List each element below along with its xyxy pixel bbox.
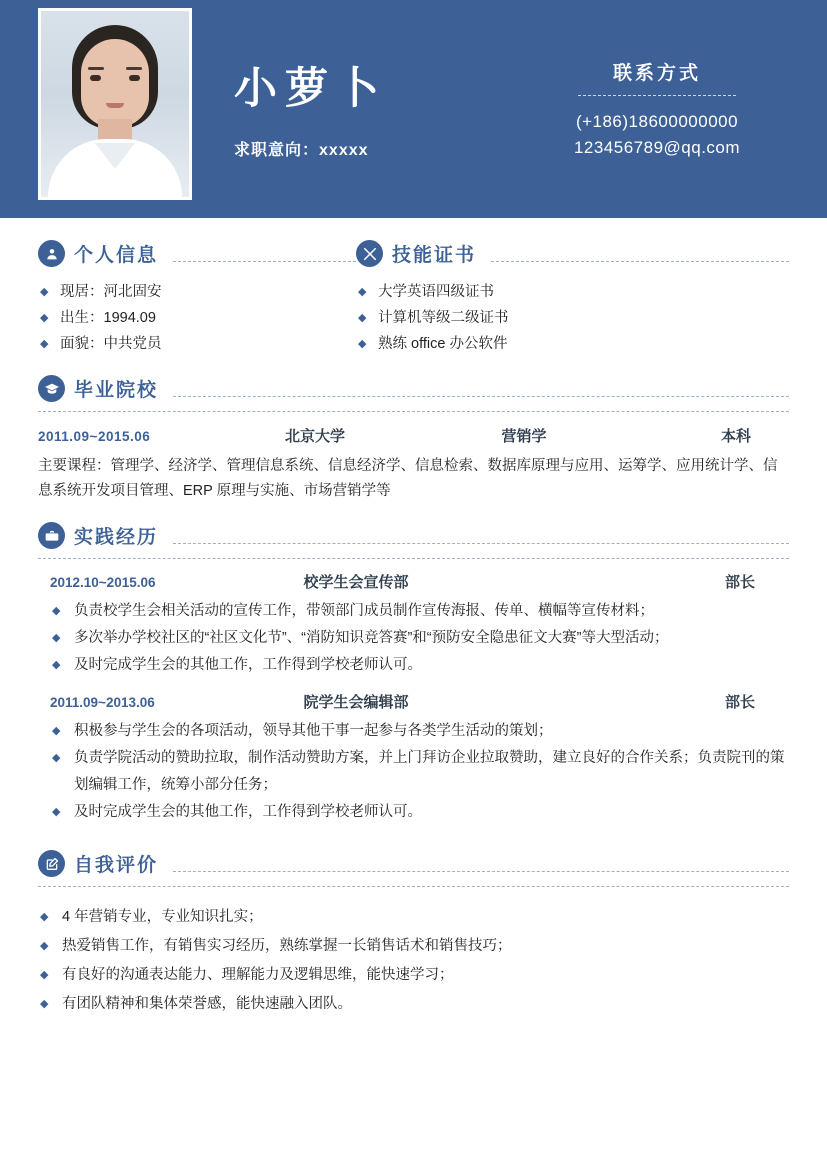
education-major: 营销学 — [501, 428, 547, 445]
personal-info-heading — [38, 240, 356, 267]
contact-block — [517, 0, 827, 218]
resume-body — [0, 218, 827, 1019]
education-date: 2011.09~2015.06 — [38, 429, 151, 444]
experience-entry — [38, 571, 789, 679]
self-evaluation-divider — [38, 886, 789, 887]
experience-date: 2011.09~2013.06 — [50, 695, 155, 710]
info-skills-row — [38, 240, 789, 357]
list-item: ◆ 有团队精神和集体荣誉感，能快速融入团队。 — [38, 990, 789, 1019]
list-item: ◆ 及时完成学生会的其他工作，工作得到学校老师认可。 — [38, 652, 789, 679]
list-item: ◆ 熟练 office 办公软件 — [356, 331, 789, 357]
self-evaluation-title: 自我评价 — [74, 855, 159, 876]
education-row — [38, 425, 789, 446]
experience-entry — [38, 691, 789, 826]
experience-divider — [38, 558, 789, 559]
portrait-mouth — [106, 103, 124, 108]
experience-bullet-list — [38, 718, 789, 826]
experience-entry-header — [38, 691, 789, 712]
education-courses: 主要课程：管理学、经济学、管理信息系统、信息经济学、信息检索、数据库原理与应用、运筹学、应用统计学、信息系统开发项目管理、ERP 原理与实施、市场营销学等 — [38, 458, 778, 499]
job-intent — [234, 137, 517, 160]
experience-date: 2012.10~2015.06 — [50, 575, 156, 590]
list-item: ◆ 热爱销售工作，有销售实习经历，熟练掌握⼀⻓销售话术和销售技巧； — [38, 932, 789, 961]
education-heading — [38, 375, 789, 402]
list-item: ◆ 现居：河北固安 — [38, 279, 356, 305]
list-item: ◆ 计算机等级二级证书 — [356, 305, 789, 331]
list-item: ◆ 面貌：中共党员 — [38, 331, 356, 357]
contact-email: 123456789@qq.com — [573, 138, 741, 157]
experience-rule — [173, 543, 789, 544]
portrait-face — [81, 39, 149, 127]
list-item: ◆ 积极参与学生会的各项活动，领导其他干事一起参与各类学生活动的策划； — [38, 718, 789, 745]
personal-info-title: 个人信息 — [74, 245, 159, 266]
education-section — [38, 375, 789, 504]
skills-section — [356, 240, 789, 357]
self-evaluation-list — [38, 903, 789, 1019]
graduation-cap-icon — [38, 375, 65, 402]
list-item: ◆ 负责校学生会相关活动的宣传工作，带领部门成员制作宣传海报、传单、横幅等宣传材料； — [38, 598, 789, 625]
skills-title: 技能证书 — [392, 245, 477, 266]
job-intent-value: xxxxx — [319, 142, 369, 160]
experience-role: 部长 — [724, 574, 755, 591]
personal-info-section — [38, 240, 356, 357]
avatar — [41, 11, 189, 197]
resume-header — [0, 0, 827, 218]
skills-list — [356, 279, 789, 357]
contact-title: 联系方式 — [612, 63, 701, 84]
skills-heading — [356, 240, 789, 267]
education-title: 毕业院校 — [74, 380, 159, 401]
list-item: ◆ 出生：1994.09 — [38, 305, 356, 331]
self-evaluation-section — [38, 850, 789, 1019]
personal-info-rule — [173, 261, 356, 262]
self-evaluation-heading — [38, 850, 789, 877]
edit-square-icon — [38, 850, 65, 877]
portrait-eye-left — [90, 75, 101, 81]
self-evaluation-list-wrap — [38, 903, 789, 1019]
name-block — [192, 0, 517, 218]
education-rule — [173, 396, 789, 397]
experience-title: 实践经历 — [74, 527, 159, 548]
contact-phone: (+186)18600000000 — [575, 112, 739, 131]
skills-rule — [491, 261, 789, 262]
experience-bullet-list — [38, 598, 789, 679]
list-item: ◆ 及时完成学生会的其他工作，工作得到学校老师认可。 — [38, 799, 789, 826]
experience-section — [38, 522, 789, 826]
education-divider — [38, 411, 789, 412]
experience-heading — [38, 522, 789, 549]
portrait-brow-right — [126, 67, 142, 70]
job-intent-label: 求职意向： — [234, 142, 320, 160]
list-item: ◆ 4 年营销专业，专业知识扎实； — [38, 903, 789, 932]
tools-icon — [356, 240, 383, 267]
list-item: ◆ 负责学院活动的赞助拉取，制作活动赞助方案，并上门拜访企业拉取赞助，建立良好的合作关系；负责院刊的策划编辑工作，统筹小部分任务； — [38, 745, 789, 799]
portrait-collar — [95, 143, 135, 169]
experience-org: 校学生会宣传部 — [303, 574, 409, 591]
list-item: ◆ 有良好的沟通表达能力、理解能力及逻辑思维，能快速学习； — [38, 961, 789, 990]
list-item: ◆ 大学英语四级证书 — [356, 279, 789, 305]
list-item: ◆ 多次举办学校社区的“社区文化节”、“消防知识竞答赛”和“预防安全隐患征文大赛”等大型活动； — [38, 625, 789, 652]
page-title: 小萝卜 — [234, 65, 387, 113]
experience-entry-header — [38, 571, 789, 592]
profile-photo-frame — [38, 8, 192, 200]
portrait-eye-right — [129, 75, 140, 81]
experience-role: 部长 — [724, 694, 755, 711]
personal-info-list — [38, 279, 356, 357]
portrait-brow-left — [88, 67, 104, 70]
person-badge-icon — [38, 240, 65, 267]
self-evaluation-rule — [173, 871, 789, 872]
education-degree: 本科 — [720, 428, 751, 445]
education-school: 北京大学 — [284, 428, 345, 445]
contact-divider — [578, 95, 736, 96]
experience-org: 院学生会编辑部 — [303, 694, 409, 711]
briefcase-icon — [38, 522, 65, 549]
